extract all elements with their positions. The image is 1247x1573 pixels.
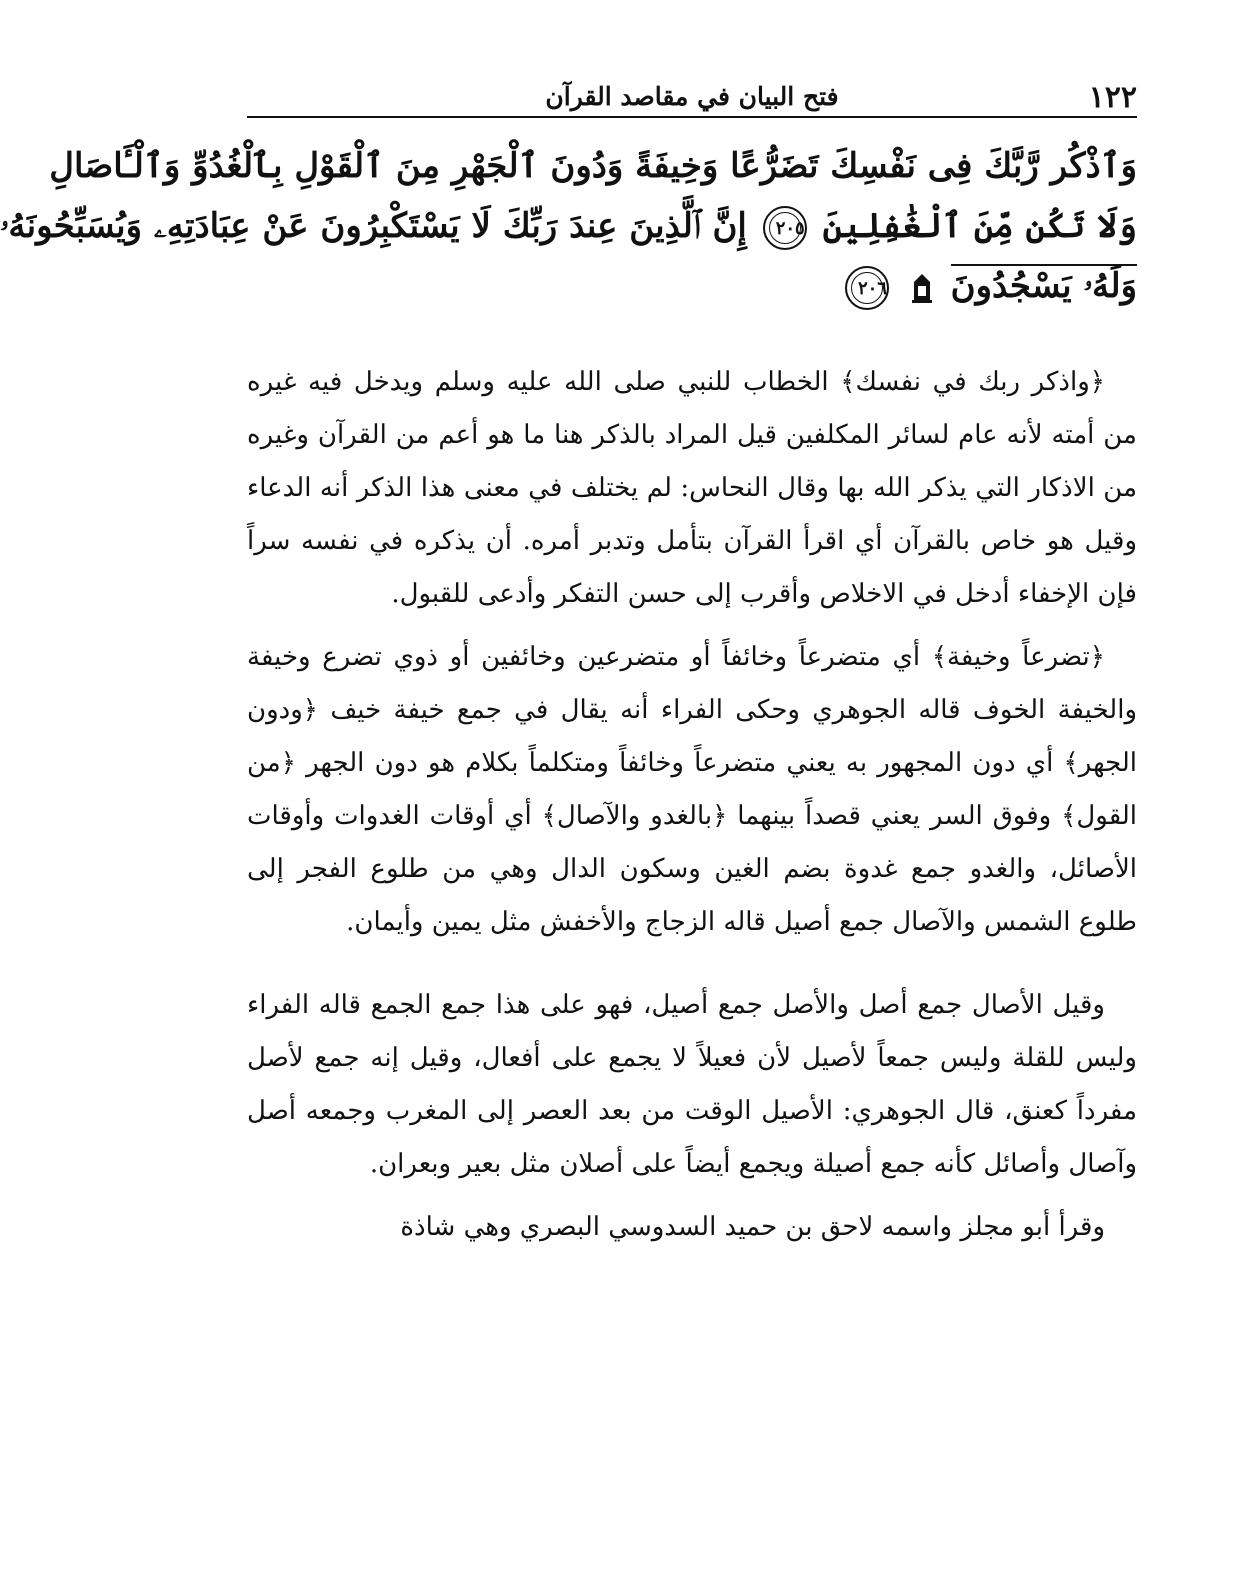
verse-segment-205: وَلَا تَكُن مِّنَ ٱلْغَٰفِلِينَ <box>822 206 1137 246</box>
paragraph: وقرأ أبو مجلز واسمه لاحق بن حميد السدوسي البصري وهي شاذة <box>400 1212 1105 1242</box>
verse-line-3 <box>247 256 1137 316</box>
sajda-icon <box>911 272 933 304</box>
page-number: ١٢٢ <box>1088 80 1137 115</box>
verse-line-2 <box>0 196 1137 256</box>
verse-segment-206: إِنَّ ٱلَّذِينَ عِندَ رَبِّكَ لَا يَسْتَكْبِرُونَ عَنْ عِبَادَتِهِۦ وَيُسَبِّحُونَهُۥ <box>0 206 747 246</box>
running-header <box>247 70 1137 118</box>
paragraph: ﴿واذكر ربك في نفسك﴾ الخطاب للنبي صلى الله عليه وسلم ويدخل فيه غيره من أمته لأنه عام لسائر المكلفين قيل المراد بالذكر هنا ما هو أعم من القرآن وغيره من الاذكار التي يذكر الله بها وقال النحاس: لم يختلف في معنى هذا الذكر أنه الدعاء وقيل هو خاص بالقرآن أي اقرأ القرآن بتأمل وتدبر أمره. أن يذكره في نفسه سراً فإن الإخفاء أدخل في الاخلاص وأقرب إلى حسن التفكر وأدعى للقبول. <box>247 367 1137 609</box>
quran-verse-block <box>0 136 1137 316</box>
book-page <box>0 70 1137 1550</box>
ayah-number-marker: ٢٠٦ <box>845 266 889 310</box>
verse-line-1: وَٱذْكُر رَّبَّكَ فِى نَفْسِكَ تَضَرُّعًا وَخِيفَةً وَدُونَ ٱلْجَهْرِ مِنَ ٱلْقَوْلِ بِٱلْغُدُوِّ وَٱلْـَٔاصَالِ <box>49 146 1137 186</box>
sajda-overlined-text: وَلَهُۥ يَسْجُدُونَ <box>950 266 1137 306</box>
book-title: فتح البيان في مقاصد القرآن <box>545 82 839 111</box>
paragraph: ﴿تضرعاً وخيفة﴾ أي متضرعاً وخائفاً أو متضرعين وخائفين أو ذوي تضرع وخيفة والخيفة الخوف قاله الجوهري وحكى الفراء أنه يقال في جمع خيفة خيف ﴿ودون الجهر﴾ أي دون المجهور به يعني متضرعاً وخائفاً ومتكلماً بكلام هو دون الجهر ﴿من القول﴾ وفوق السر يعني قصداً بينهما ﴿بالغدو والآصال﴾ أي أوقات الغدوات وأوقات الأصائل، والغدو جمع غدوة بضم الغين وسكون الدال وهي من طلوع الفجر إلى طلوع الشمس والآصال جمع أصيل قاله الزجاج والأخفش مثل يمين وأيمان. <box>247 642 1137 937</box>
paragraph: وقيل الأصال جمع أصل والأصل جمع أصيل، فهو على هذا جمع الجمع قاله الفراء وليس للقلة وليس جمعاً لأصيل لأن فعيلاً لا يجمع على أفعال، وقيل إنه جمع لأصل مفرداً كعنق، قال الجوهري: الأصيل الوقت من بعد العصر إلى المغرب وجمعه أصل وآصال وأصائل كأنه جمع أصيلة ويجمع أيضاً على أصلان مثل بعير وبعران. <box>247 990 1137 1179</box>
ayah-number-marker: ٢٠٥ <box>763 206 807 250</box>
commentary-text <box>247 356 1137 1254</box>
